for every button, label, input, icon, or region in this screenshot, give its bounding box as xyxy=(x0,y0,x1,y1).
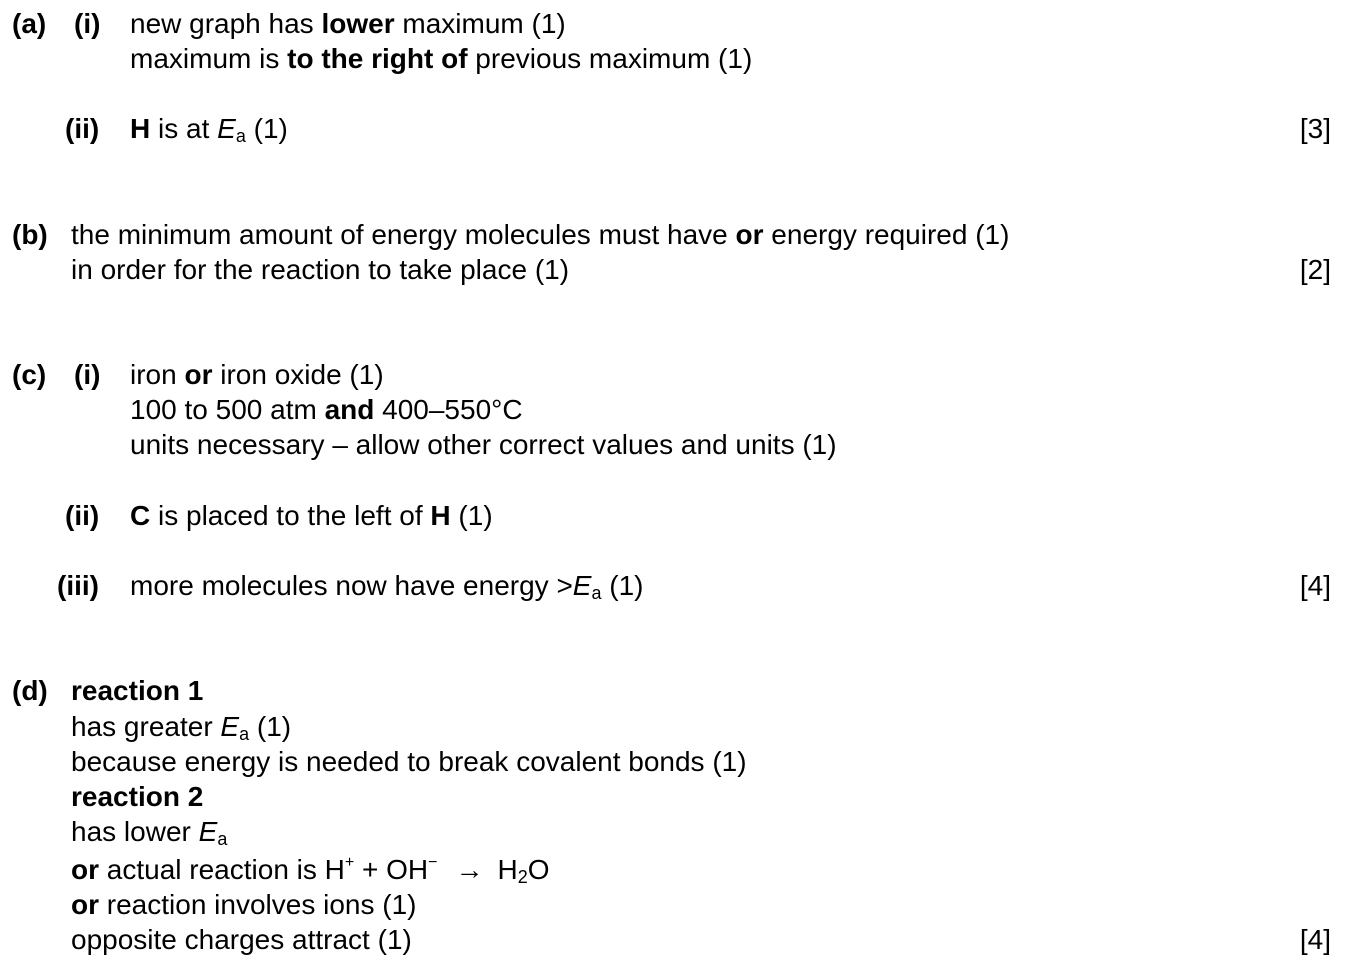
part-c-iii-label: (iii) xyxy=(57,570,99,601)
part-c-ii-label: (ii) xyxy=(65,500,100,531)
part-c-i-line-3: units necessary – allow other correct values and units (1) xyxy=(130,429,837,460)
part-d-line-5: has lower $E_a$ xyxy=(71,816,228,849)
part-d-line-3: because energy is needed to break covalent bonds (1) xyxy=(71,746,747,777)
part-d-label: (d) xyxy=(12,675,48,706)
part-a-i-label: (i) xyxy=(74,8,101,39)
part-a-marks: [3] xyxy=(1299,113,1331,144)
part-d-reaction-2-heading: reaction 2 xyxy=(71,781,204,812)
part-a-ii-line: H is at $E_a$ (1) xyxy=(130,113,288,146)
part-b-label: (b) xyxy=(12,219,48,250)
part-a-i-line-2: maximum is to the right of previous maximum (1) xyxy=(130,43,753,74)
part-c-marks: [4] xyxy=(1299,570,1331,601)
part-d-line-8: opposite charges attract (1) xyxy=(71,924,412,955)
part-c-i-line-2: 100 to 500 atm and 400–550°C xyxy=(130,394,523,425)
part-c-i-line-1: iron or iron oxide (1) xyxy=(130,359,384,390)
part-a-ii-label: (ii) xyxy=(65,113,100,144)
part-c-label: (c) xyxy=(12,359,47,390)
part-b-marks: [2] xyxy=(1299,254,1331,285)
part-b-line-1: the minimum amount of energy molecules must have or energy required (1) xyxy=(71,219,1010,250)
part-a-i-line-1: new graph has lower maximum (1) xyxy=(130,8,566,39)
part-c-iii-line: more molecules now have energy $>E_a$ (1) xyxy=(130,570,644,603)
part-d-marks: [4] xyxy=(1299,924,1331,955)
part-d-line-2: has greater $E_a$ (1) xyxy=(71,711,292,744)
part-c-i-label: (i) xyxy=(74,359,101,390)
part-a-label: (a) xyxy=(12,8,47,39)
part-d-reaction-1-heading: reaction 1 xyxy=(71,675,204,706)
part-d-line-7: or reaction involves ions (1) xyxy=(71,889,417,920)
reaction-arrow-icon: → xyxy=(455,854,484,885)
part-d-line-6: or actual reaction is $H^+ + OH^- \to H_2O$ xyxy=(71,854,550,887)
part-c-ii-line: C is placed to the left of H (1) xyxy=(130,500,493,531)
part-b-line-2: in order for the reaction to take place (1) xyxy=(71,254,570,285)
